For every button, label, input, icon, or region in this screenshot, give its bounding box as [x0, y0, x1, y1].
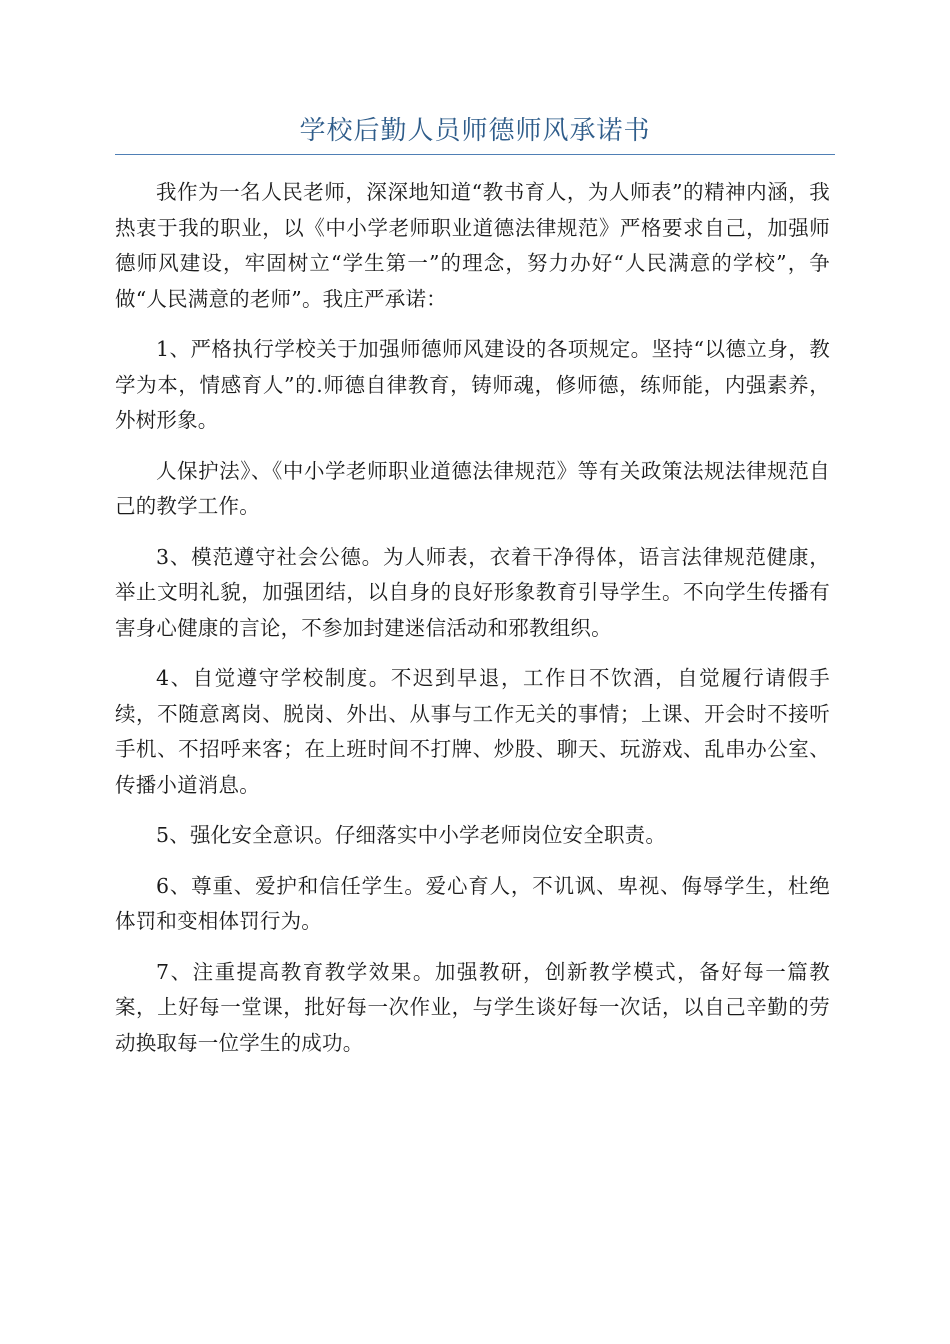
document-body — [115, 175, 830, 1076]
paragraph-item-5: 5、强化安全意识。仔细落实中小学老师岗位安全职责。 — [156, 823, 667, 847]
paragraph-item-4: 4、自觉遵守学校制度。不迟到早退，工作日不饮酒，自觉履行请假手续，不随意离岗、脱岗、外出、从事与工作无关的事情；上课、开会时不接听手机、不招呼来客；在上班时间不打牌、炒股、聊天、玩游戏、乱串办公室、传播小道消息。 — [115, 666, 830, 797]
paragraph-item-7: 7、注重提高教育教学效果。加强教研，创新教学模式，备好每一篇教案，上好每一堂课，批好每一次作业，与学生谈好每一次话，以自己辛勤的劳动换取每一位学生的成功。 — [115, 959, 830, 1055]
title-underline — [115, 154, 835, 155]
paragraph-intro: 我作为一名人民老师，深深地知道“教书育人，为人师表”的精神内涵，我热衷于我的职业，以《中小学老师职业道德法律规范》严格要求自己，加强师德师风建设，牢固树立“学生第一”的理念，努力办好“人民满意的学校”，争做“人民满意的老师”。我庄严承诺： — [115, 180, 830, 311]
paragraph-item-1: 1、严格执行学校关于加强师德师风建设的各项规定。坚持“以德立身，教学为本，情感育人”的.师德自律教育，铸师魂，修师德，练师能，内强素养，外树形象。 — [115, 337, 830, 432]
paragraph-item-3: 3、模范遵守社会公德。为人师表，衣着干净得体，语言法律规范健康，举止文明礼貌，加强团结，以自身的良好形象教育引导学生。不向学生传播有害身心健康的言论，不参加封建迷信活动和邪教组织。 — [115, 544, 830, 640]
paragraph-item-2-fragment: 人保护法》、《中小学老师职业道德法律规范》等有关政策法规法律规范自己的教学工作。 — [115, 458, 830, 518]
document-title: 学校后勤人员师德师风承诺书 — [299, 116, 651, 146]
paragraph-item-6: 6、尊重、爱护和信任学生。爱心育人，不讥讽、卑视、侮辱学生，杜绝体罚和变相体罚行为。 — [115, 873, 830, 933]
